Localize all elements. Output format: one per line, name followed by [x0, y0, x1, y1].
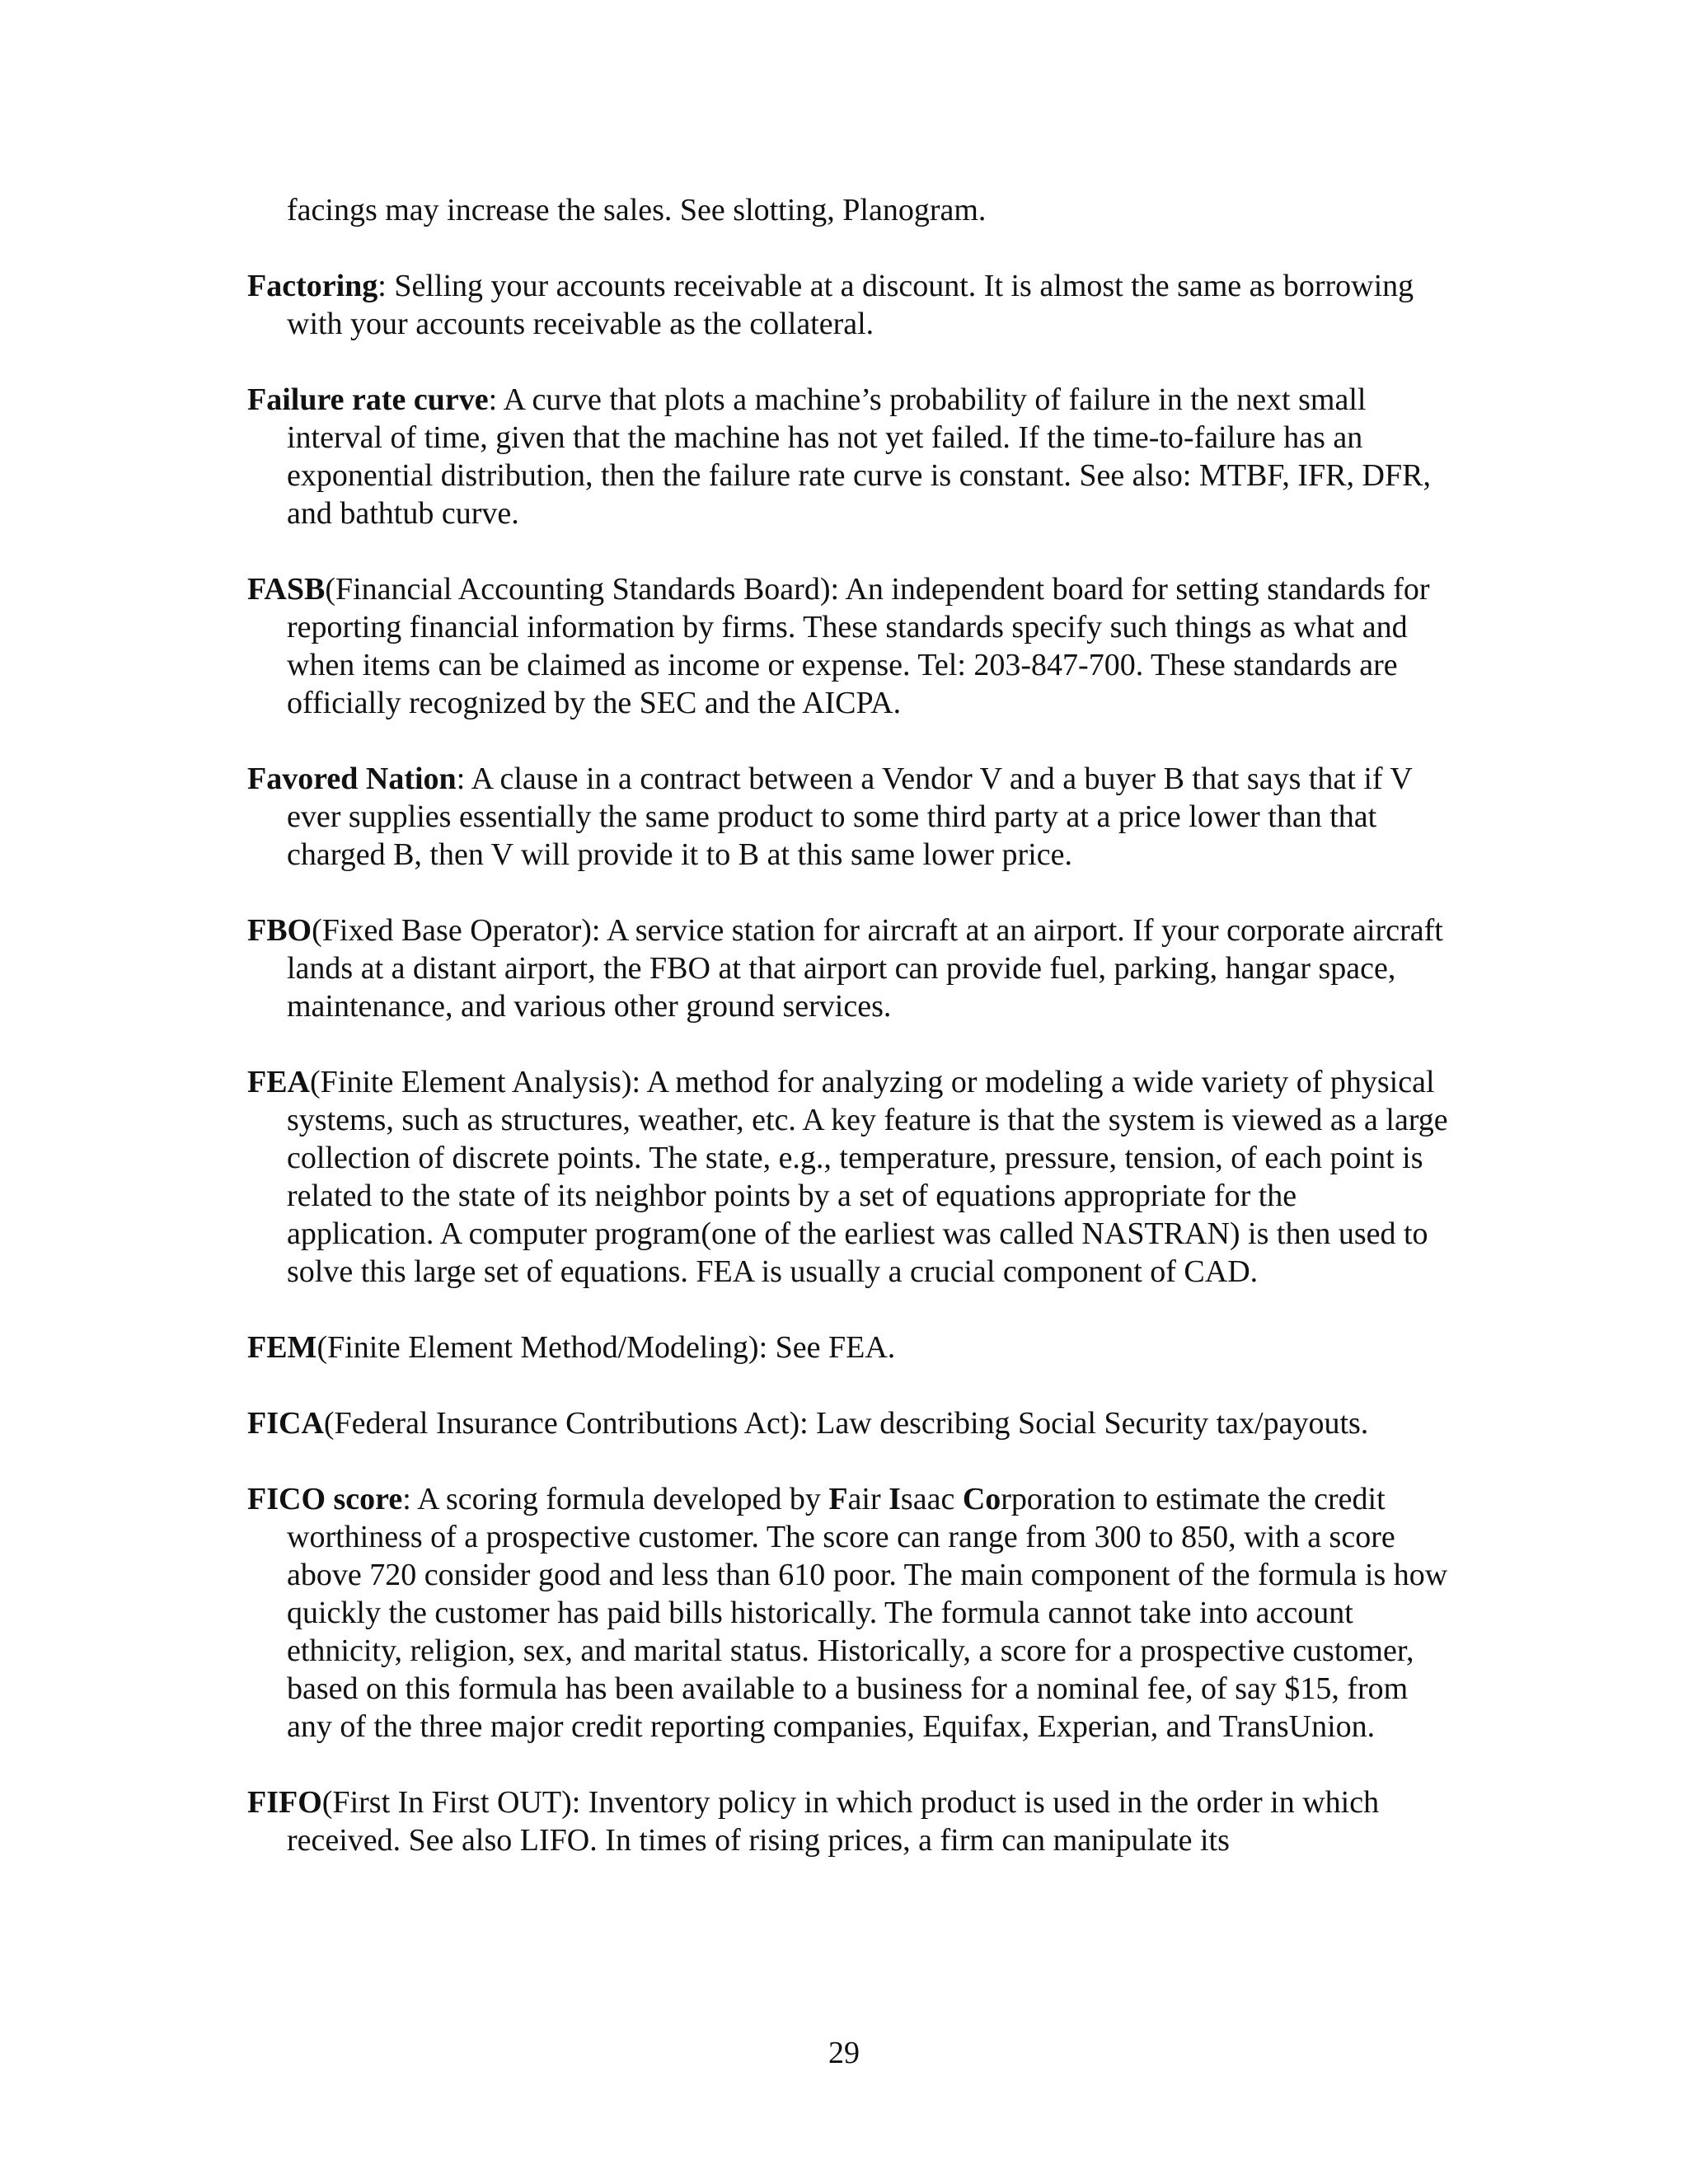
- continuation-text: facings may increase the sales. See slotting, Planogram.: [287, 193, 987, 227]
- page-number: 29: [828, 2036, 860, 2070]
- entry-term: FIFO: [247, 1785, 322, 1820]
- entry-term: FICO score: [247, 1482, 403, 1516]
- entry-definition-part: : A scoring formula developed by: [402, 1482, 829, 1516]
- entry-definition: (Fixed Base Operator): A service station for aircraft at an airport. If your corporate aircraft lands at a distant airport, the FBO at that airport can provide fuel, parking, hangar space, maintenance, and various other ground services.: [287, 913, 1443, 1024]
- glossary-entry-fbo: [247, 912, 1451, 1025]
- glossary-content: [247, 191, 1451, 1897]
- entry-term: FEA: [247, 1065, 310, 1099]
- glossary-entry-fica: [247, 1404, 1451, 1442]
- glossary-entry-fem: [247, 1329, 1451, 1366]
- entry-definition: : A curve that plots a machine’s probability of failure in the next small interval of time, given that the machine has not yet failed. If the time-to-failure has an exponential distribution, then the failure rate curve is constant. See also: MTBF, IFR, DFR, and bathtub curve.: [287, 382, 1431, 531]
- entry-definition: (Finite Element Method/Modeling): See FEA.: [316, 1330, 896, 1365]
- entry-term: FEM: [247, 1330, 317, 1365]
- acronym-letter: Co: [962, 1482, 1001, 1516]
- entry-definition-part: rporation to estimate the credit worthiness of a prospective customer. The score can range from 300 to 850, with a score above 720 consider good and less than 610 poor. The main component of the formula is how quickly the customer has paid bills historically. The formula cannot take into account ethnicity, religion, sex, and marital status. Historically, a score for a prospective customer, based on this formula has been available to a business for a nominal fee, of say $15, from any of the three major credit reporting companies, Equifax, Experian, and TransUnion.: [287, 1482, 1448, 1744]
- acronym-letter: F: [828, 1482, 848, 1516]
- entry-definition: (First In First OUT): Inventory policy in which product is used in the order in which received. See also LIFO. In times of rising prices, a firm can manipulate its: [287, 1785, 1380, 1858]
- entry-definition: (Financial Accounting Standards Board): An independent board for setting standards for reporting financial information by firms. These standards specify such things as what and when items can be claimed as income or expense. Tel: 203-847-700. These standards are officially recognized by the SEC and the AICPA.: [287, 572, 1430, 720]
- entry-term: Favored Nation: [247, 762, 457, 796]
- glossary-entry-fico-score: [247, 1480, 1451, 1746]
- continuation-paragraph: [247, 191, 1451, 229]
- entry-definition-part: saac: [900, 1482, 963, 1516]
- glossary-entry-failure-rate-curve: [247, 381, 1451, 532]
- acronym-letter: I: [889, 1482, 901, 1516]
- entry-definition: : A clause in a contract between a Vendor V and a buyer B that says that if V ever supplies essentially the same product to some third party at a price lower than that charged B, then V will provide it to B at this same lower price.: [287, 762, 1413, 872]
- entry-term: FASB: [247, 572, 326, 607]
- entry-definition: : Selling your accounts receivable at a discount. It is almost the same as borrowing with your accounts receivable as the collateral.: [287, 269, 1414, 341]
- glossary-entry-factoring: [247, 267, 1451, 343]
- glossary-entry-fea: [247, 1063, 1451, 1291]
- glossary-entry-fasb: [247, 570, 1451, 722]
- entry-definition-part: air: [847, 1482, 889, 1516]
- entry-term: FBO: [247, 913, 312, 948]
- glossary-entry-favored-nation: [247, 760, 1451, 874]
- entry-term: FICA: [247, 1406, 324, 1441]
- entry-definition: (Finite Element Analysis): A method for analyzing or modeling a wide variety of physical systems, such as structures, weather, etc. A key feature is that the system is viewed as a large collection of discrete points. The state, e.g., temperature, pressure, tension, of each point is related to the state of its neighbor points by a set of equations appropriate for the application. A computer program(one of the earliest was called NASTRAN) is then used to solve this large set of equations. FEA is usually a crucial component of CAD.: [287, 1065, 1448, 1289]
- entry-term: Factoring: [247, 269, 378, 303]
- entry-definition: (Federal Insurance Contributions Act): Law describing Social Security tax/payouts.: [323, 1406, 1369, 1441]
- glossary-entry-fifo: [247, 1783, 1451, 1859]
- entry-term: Failure rate curve: [247, 382, 489, 417]
